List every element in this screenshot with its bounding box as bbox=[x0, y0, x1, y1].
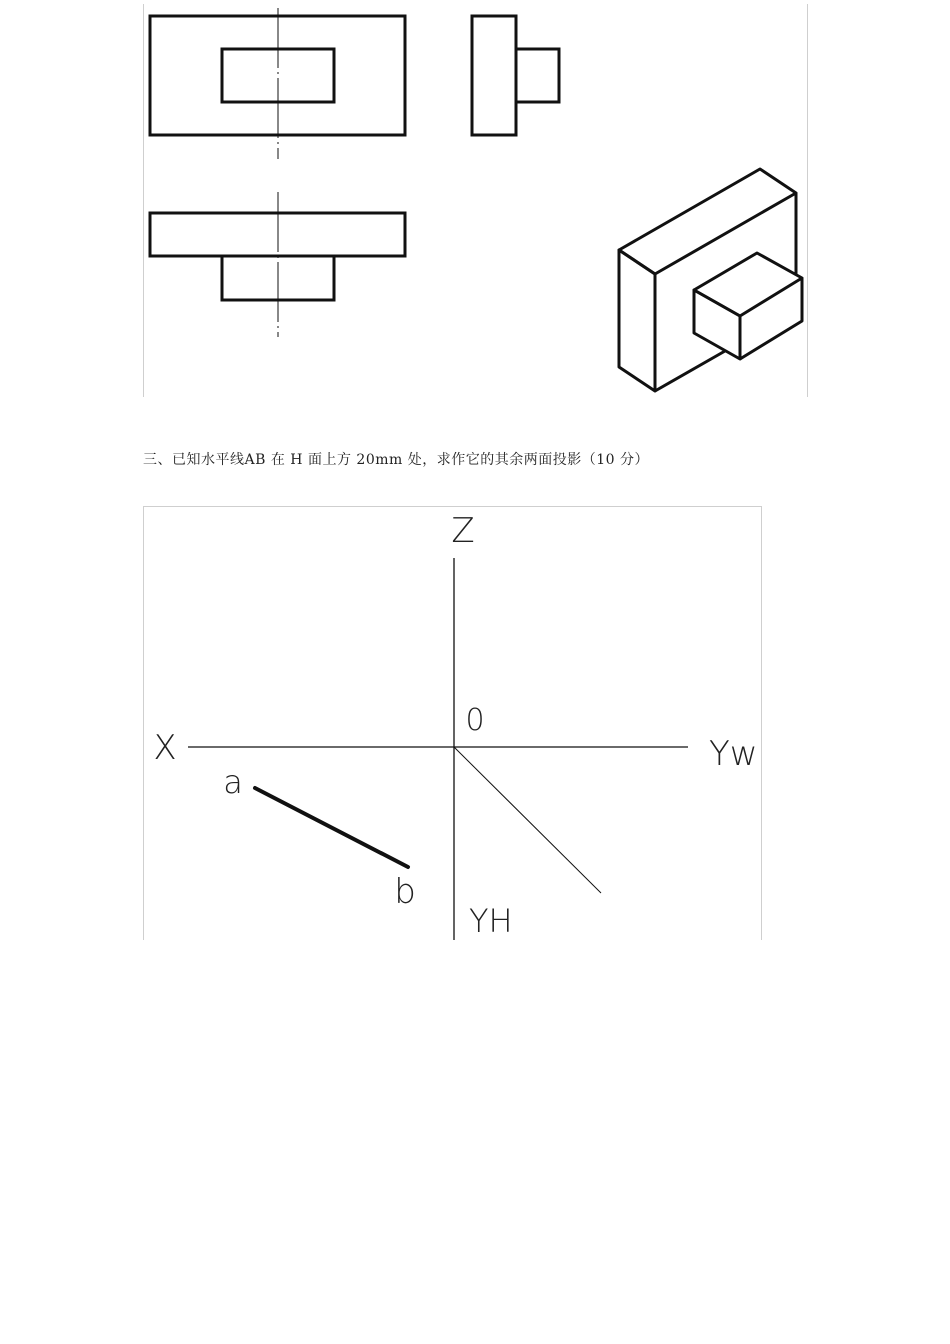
z-label: Z bbox=[451, 511, 475, 551]
yh-label: YH bbox=[469, 902, 513, 940]
origin-label: 0 bbox=[465, 703, 485, 738]
isometric-view bbox=[619, 169, 802, 391]
question-text: 三、已知水平线AB 在 H 面上方 20mm 处，求作它的其余两面投影（10 分） bbox=[143, 452, 649, 468]
side-view bbox=[472, 16, 559, 135]
yw-label: Yw bbox=[709, 734, 758, 774]
figure-border bbox=[143, 506, 762, 940]
point-a-label: a bbox=[223, 763, 243, 801]
diagonal-45-line bbox=[454, 747, 601, 893]
line-ab bbox=[255, 788, 408, 867]
projection-axes-figure bbox=[143, 506, 763, 940]
point-b-label: b bbox=[394, 872, 416, 912]
x-label: X bbox=[153, 728, 177, 768]
three-view-drawing bbox=[143, 4, 808, 397]
